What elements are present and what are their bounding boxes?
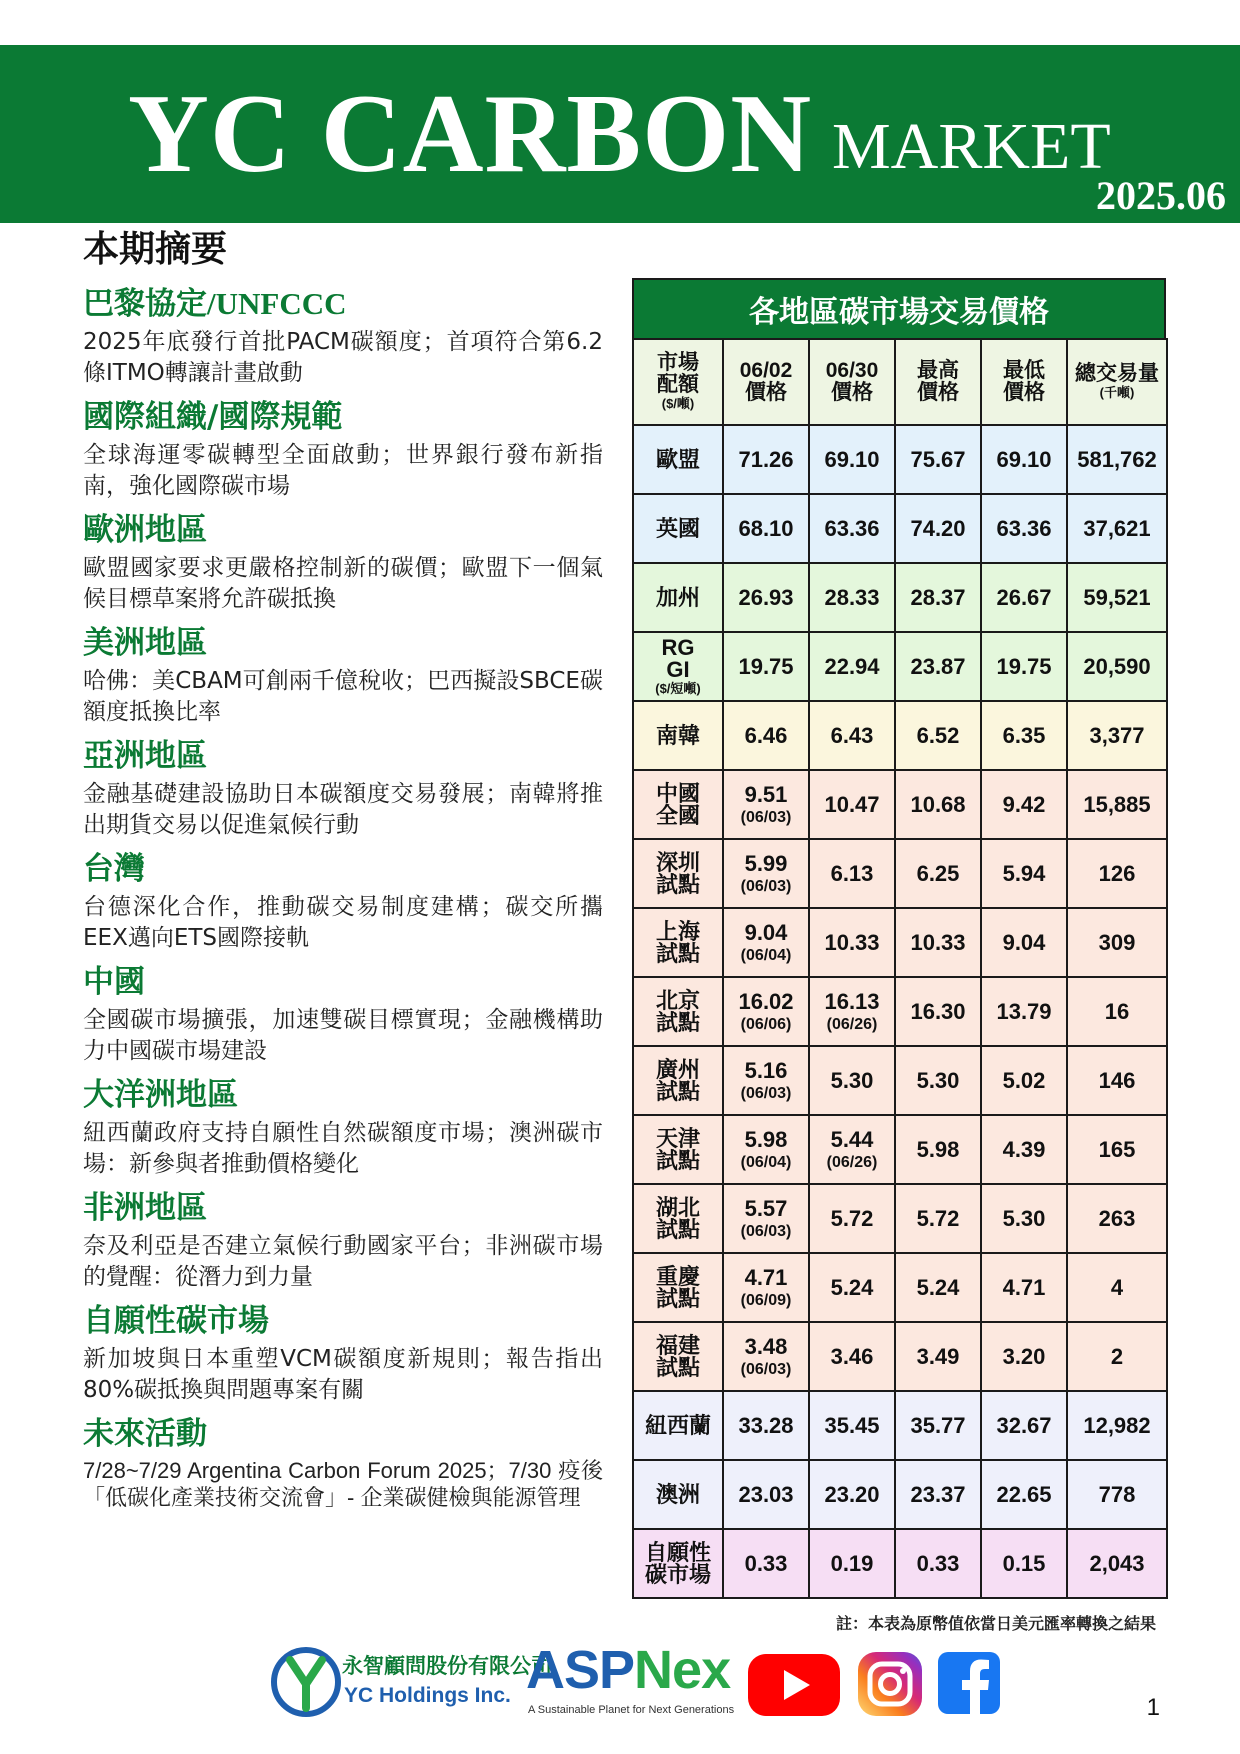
price-low-cell-value: 5.30 xyxy=(1002,1205,1046,1231)
section-body: 全國碳市場擴張，加速雙碳目標實現；金融機構助力中國碳市場建設 xyxy=(83,1007,603,1064)
price-high-cell xyxy=(895,701,981,770)
table-row xyxy=(633,770,1167,839)
price-0630-cell-value: 69.10 xyxy=(824,446,880,472)
price-0630-cell xyxy=(809,701,895,770)
market-name: 重慶試點 xyxy=(655,1263,700,1311)
price-0630-cell xyxy=(809,563,895,632)
header-market xyxy=(633,339,723,425)
price-table xyxy=(632,338,1168,1599)
price-low-cell xyxy=(981,494,1067,563)
volume-cell-value: 12,982 xyxy=(1083,1412,1151,1438)
market-name-cell xyxy=(633,1391,723,1460)
price-0602-cell-value: 33.28 xyxy=(738,1412,794,1438)
price-high-cell xyxy=(895,1391,981,1460)
section-body: 哈佛：美CBAM可創兩千億稅收；巴西擬設SBCE碳額度抵換比率 xyxy=(83,668,603,725)
section-body: 歐盟國家要求更嚴格控制新的碳價；歐盟下一個氣候目標草案將允許碳抵換 xyxy=(83,555,603,612)
price-0630-cell xyxy=(809,1253,895,1322)
price-high-cell xyxy=(895,632,981,701)
volume-cell-value: 263 xyxy=(1098,1205,1136,1231)
price-high-cell xyxy=(895,494,981,563)
section-heading: 非洲地區 xyxy=(83,1190,207,1226)
table-row xyxy=(633,632,1167,701)
price-low-cell xyxy=(981,1322,1067,1391)
price-0630-cell xyxy=(809,632,895,701)
volume-cell xyxy=(1067,977,1167,1046)
price-high-cell-value: 28.37 xyxy=(910,584,966,610)
price-0602-cell-value: 26.93 xyxy=(738,584,794,610)
price-0630-cell-value: 5.24 xyxy=(830,1274,874,1300)
price-0630-cell xyxy=(809,977,895,1046)
price-0602-cell xyxy=(723,1115,809,1184)
price-panel xyxy=(632,278,1166,1634)
price-high-cell xyxy=(895,908,981,977)
volume-cell xyxy=(1067,1115,1167,1184)
price-0602-cell xyxy=(723,425,809,494)
price-0602-cell xyxy=(723,1046,809,1115)
market-name: 湖北試點 xyxy=(655,1194,700,1242)
market-name-cell xyxy=(633,1115,723,1184)
price-high-cell-value: 74.20 xyxy=(910,515,966,541)
market-name-cell xyxy=(633,632,723,701)
section-paris xyxy=(83,286,603,389)
market-name: 上海試點 xyxy=(655,918,700,966)
market-name-cell xyxy=(633,1253,723,1322)
price-0630-cell xyxy=(809,1046,895,1115)
price-0602-cell-value: 0.33 xyxy=(744,1550,788,1576)
section-body: 新加坡與日本重塑VCM碳額度新規則；報告指出80%碳抵換與問題專案有關 xyxy=(83,1346,603,1403)
price-high-cell xyxy=(895,1115,981,1184)
price-0602-cell-value: 5.99 xyxy=(744,850,788,876)
price-0602-cell xyxy=(723,494,809,563)
price-0630-cell xyxy=(809,1322,895,1391)
market-name-cell xyxy=(633,1529,723,1598)
price-low-cell xyxy=(981,701,1067,770)
section-international xyxy=(83,399,603,502)
header-low: 最低價格 xyxy=(981,339,1067,425)
volume-cell-value: 16 xyxy=(1104,998,1130,1024)
price-0630-cell-date: (06/26) xyxy=(826,1153,878,1171)
price-0602-cell-value: 3.48 xyxy=(744,1333,788,1359)
aspnex-logo xyxy=(526,1640,730,1700)
price-high-cell xyxy=(895,977,981,1046)
price-0630-cell xyxy=(809,770,895,839)
price-0602-cell-value: 6.46 xyxy=(744,722,788,748)
price-0602-cell-date: (06/06) xyxy=(740,1015,792,1033)
section-asia xyxy=(83,738,603,841)
market-name-cell xyxy=(633,701,723,770)
price-low-cell-value: 5.02 xyxy=(1002,1067,1046,1093)
section-heading: 美洲地區 xyxy=(83,625,207,661)
price-0602-cell xyxy=(723,1322,809,1391)
section-heading: 台灣 xyxy=(83,851,145,887)
market-name-cell xyxy=(633,1460,723,1529)
price-high-cell xyxy=(895,1322,981,1391)
price-0630-cell-value: 22.94 xyxy=(824,653,880,679)
market-name: 澳洲 xyxy=(655,1481,700,1507)
price-low-cell xyxy=(981,1046,1067,1115)
section-heading: 歐洲地區 xyxy=(83,512,207,548)
section-heading: 中國 xyxy=(83,964,145,1000)
price-0630-cell xyxy=(809,1529,895,1598)
market-name-cell xyxy=(633,1046,723,1115)
price-low-cell xyxy=(981,1460,1067,1529)
price-low-cell-value: 22.65 xyxy=(996,1481,1052,1507)
brand-title: YC CARBON xyxy=(128,72,813,196)
price-0630-cell xyxy=(809,425,895,494)
footer xyxy=(0,1640,1240,1730)
volume-cell xyxy=(1067,908,1167,977)
page-number: 1 xyxy=(1146,1694,1160,1721)
price-0602-cell xyxy=(723,632,809,701)
price-0602-cell-value: 68.10 xyxy=(738,515,794,541)
volume-cell-value: 165 xyxy=(1098,1136,1136,1162)
price-0630-cell-value: 10.47 xyxy=(824,791,880,817)
price-high-cell-value: 75.67 xyxy=(910,446,966,472)
aspnex-part2: Nex xyxy=(634,1640,731,1700)
price-0602-cell-date: (06/03) xyxy=(740,1222,792,1240)
price-low-cell xyxy=(981,425,1067,494)
issue-date: 2025.06 xyxy=(1096,173,1226,218)
price-low-cell xyxy=(981,1529,1067,1598)
price-0602-cell xyxy=(723,977,809,1046)
market-name-cell xyxy=(633,494,723,563)
table-header-row xyxy=(633,339,1167,425)
market-name-cell xyxy=(633,839,723,908)
price-high-cell xyxy=(895,563,981,632)
section-voluntary xyxy=(83,1303,603,1406)
price-0630-cell xyxy=(809,1184,895,1253)
price-0602-cell-value: 9.04 xyxy=(744,919,788,945)
price-0602-cell-value: 16.02 xyxy=(738,988,794,1014)
youtube-icon[interactable] xyxy=(746,1650,842,1720)
brand-subtitle: MARKET xyxy=(832,110,1111,183)
price-low-cell-value: 4.71 xyxy=(1002,1274,1046,1300)
volume-cell-value: 4 xyxy=(1110,1274,1124,1300)
table-caption: 各地區碳市場交易價格 xyxy=(632,278,1166,338)
table-row xyxy=(633,1322,1167,1391)
header-volume-label: 總交易量 xyxy=(1075,362,1159,385)
volume-cell-value: 20,590 xyxy=(1083,653,1151,679)
table-row xyxy=(633,563,1167,632)
section-heading: 亞洲地區 xyxy=(83,738,207,774)
price-high-cell xyxy=(895,839,981,908)
price-0602-cell-date: (06/09) xyxy=(740,1291,792,1309)
price-0630-cell xyxy=(809,908,895,977)
price-low-cell-value: 9.04 xyxy=(1002,929,1046,955)
price-low-cell-value: 4.39 xyxy=(1002,1136,1046,1162)
volume-cell xyxy=(1067,1046,1167,1115)
section-china xyxy=(83,964,603,1067)
price-0602-cell-value: 9.51 xyxy=(744,781,788,807)
price-low-cell-value: 6.35 xyxy=(1002,722,1046,748)
section-body: 台德深化合作，推動碳交易制度建構；碳交所攜EEX邁向ETS國際接軌 xyxy=(83,894,603,951)
section-oceania xyxy=(83,1077,603,1180)
header-market-unit: ($/噸) xyxy=(661,396,695,411)
price-high-cell xyxy=(895,1460,981,1529)
market-name-cell xyxy=(633,977,723,1046)
header-volume-unit: (千噸) xyxy=(1099,385,1135,400)
price-0630-cell-value: 3.46 xyxy=(830,1343,874,1369)
market-name: 廣州試點 xyxy=(655,1056,700,1104)
price-0630-cell xyxy=(809,839,895,908)
price-0602-cell xyxy=(723,770,809,839)
price-0602-cell-date: (06/04) xyxy=(740,946,792,964)
market-name-cell xyxy=(633,1322,723,1391)
market-name: 加州 xyxy=(655,584,700,610)
price-0630-cell-value: 6.13 xyxy=(830,860,874,886)
price-low-cell xyxy=(981,563,1067,632)
header-volume xyxy=(1067,339,1167,425)
price-low-cell-value: 63.36 xyxy=(996,515,1052,541)
volume-cell-value: 309 xyxy=(1098,929,1136,955)
table-row xyxy=(633,908,1167,977)
price-high-cell xyxy=(895,425,981,494)
price-0602-cell-value: 5.98 xyxy=(744,1126,788,1152)
section-body: 奈及利亞是否建立氣候行動國家平台；非洲碳市場的覺醒：從潛力到力量 xyxy=(83,1233,603,1290)
price-0630-cell-value: 5.72 xyxy=(830,1205,874,1231)
price-low-cell-value: 69.10 xyxy=(996,446,1052,472)
header-0630: 06/30價格 xyxy=(809,339,895,425)
table-row xyxy=(633,1253,1167,1322)
price-low-cell-value: 26.67 xyxy=(996,584,1052,610)
price-0630-cell xyxy=(809,1460,895,1529)
price-0602-cell-date: (06/03) xyxy=(740,877,792,895)
section-heading: 巴黎協定/UNFCCC xyxy=(83,286,347,321)
table-row xyxy=(633,1460,1167,1529)
table-row xyxy=(633,425,1167,494)
price-0630-cell-value: 23.20 xyxy=(824,1481,880,1507)
price-0602-cell xyxy=(723,839,809,908)
price-0630-cell-value: 16.13 xyxy=(824,988,880,1014)
price-0630-cell-value: 28.33 xyxy=(824,584,880,610)
price-low-cell-value: 3.20 xyxy=(1002,1343,1046,1369)
price-0630-cell-value: 63.36 xyxy=(824,515,880,541)
market-name: 天津試點 xyxy=(655,1125,700,1173)
price-0602-cell xyxy=(723,701,809,770)
header-0602: 06/02價格 xyxy=(723,339,809,425)
section-events xyxy=(83,1416,603,1511)
price-0602-cell-value: 23.03 xyxy=(738,1481,794,1507)
price-high-cell-value: 6.25 xyxy=(916,860,960,886)
volume-cell xyxy=(1067,632,1167,701)
volume-cell xyxy=(1067,425,1167,494)
price-low-cell xyxy=(981,1253,1067,1322)
market-name: 福建試點 xyxy=(655,1332,700,1380)
price-0630-cell-value: 6.43 xyxy=(830,722,874,748)
price-0602-cell-value: 5.16 xyxy=(744,1057,788,1083)
volume-cell xyxy=(1067,1460,1167,1529)
price-low-cell xyxy=(981,1184,1067,1253)
volume-cell-value: 2 xyxy=(1110,1343,1124,1369)
market-name-cell xyxy=(633,908,723,977)
aspnex-part1: ASP xyxy=(526,1640,635,1700)
price-table-body xyxy=(633,425,1167,1598)
price-high-cell-value: 23.87 xyxy=(910,653,966,679)
section-europe xyxy=(83,512,603,615)
section-body: 2025年底發行首批PACM碳額度；首項符合第6.2條ITMO轉讓計畫啟動 xyxy=(83,329,603,386)
price-high-cell-value: 5.24 xyxy=(916,1274,960,1300)
section-body: 全球海運零碳轉型全面啟動；世界銀行發布新指南，強化國際碳市場 xyxy=(83,442,603,499)
table-row xyxy=(633,1184,1167,1253)
price-0630-cell xyxy=(809,1115,895,1184)
price-high-cell-value: 5.30 xyxy=(916,1067,960,1093)
market-name: 紐西蘭 xyxy=(644,1412,711,1438)
price-high-cell-value: 6.52 xyxy=(916,722,960,748)
volume-cell xyxy=(1067,839,1167,908)
price-high-cell-value: 5.98 xyxy=(916,1136,960,1162)
price-low-cell xyxy=(981,1391,1067,1460)
volume-cell xyxy=(1067,1322,1167,1391)
aspnex-tagline: A Sustainable Planet for Next Generations xyxy=(528,1704,735,1716)
price-low-cell-value: 13.79 xyxy=(996,998,1052,1024)
market-name-cell xyxy=(633,1184,723,1253)
price-0602-cell xyxy=(723,908,809,977)
price-0602-cell-date: (06/04) xyxy=(740,1153,792,1171)
price-0630-cell-date: (06/26) xyxy=(826,1015,878,1033)
volume-cell-value: 3,377 xyxy=(1089,722,1145,748)
volume-cell-value: 15,885 xyxy=(1083,791,1151,817)
volume-cell-value: 126 xyxy=(1098,860,1136,886)
price-0602-cell-value: 71.26 xyxy=(738,446,794,472)
volume-cell-value: 37,621 xyxy=(1083,515,1151,541)
price-high-cell xyxy=(895,1046,981,1115)
price-0602-cell xyxy=(723,1460,809,1529)
market-name: 自願性碳市場 xyxy=(644,1539,711,1587)
price-high-cell-value: 23.37 xyxy=(910,1481,966,1507)
table-row xyxy=(633,1046,1167,1115)
price-0602-cell-value: 19.75 xyxy=(738,653,794,679)
facebook-icon[interactable] xyxy=(936,1648,1002,1718)
table-row xyxy=(633,701,1167,770)
price-low-cell-value: 9.42 xyxy=(1002,791,1046,817)
volume-cell xyxy=(1067,1184,1167,1253)
section-africa xyxy=(83,1190,603,1293)
table-row xyxy=(633,1391,1167,1460)
table-row xyxy=(633,1115,1167,1184)
price-0602-cell xyxy=(723,1184,809,1253)
market-name: 歐盟 xyxy=(655,446,700,472)
volume-cell xyxy=(1067,770,1167,839)
price-low-cell-value: 32.67 xyxy=(996,1412,1052,1438)
table-row xyxy=(633,494,1167,563)
table-note: 註：本表為原幣值依當日美元匯率轉換之結果 xyxy=(835,1614,1156,1633)
price-low-cell-value: 19.75 xyxy=(996,653,1052,679)
price-high-cell xyxy=(895,770,981,839)
price-0602-cell-date: (06/03) xyxy=(740,1360,792,1378)
price-high-cell xyxy=(895,1529,981,1598)
price-0630-cell-value: 5.30 xyxy=(830,1067,874,1093)
volume-cell xyxy=(1067,701,1167,770)
volume-cell xyxy=(1067,1253,1167,1322)
price-high-cell-value: 0.33 xyxy=(916,1550,960,1576)
market-name: 南韓 xyxy=(655,722,700,748)
price-0602-cell xyxy=(723,563,809,632)
market-name-cell xyxy=(633,425,723,494)
price-0602-cell xyxy=(723,1253,809,1322)
market-name-cell xyxy=(633,563,723,632)
price-0630-cell-value: 10.33 xyxy=(824,929,880,955)
market-name: 中國全國 xyxy=(655,780,700,828)
volume-cell-value: 59,521 xyxy=(1083,584,1151,610)
table-row xyxy=(633,977,1167,1046)
yc-logo-icon xyxy=(270,1646,342,1718)
price-low-cell xyxy=(981,908,1067,977)
price-high-cell xyxy=(895,1184,981,1253)
market-name-cell xyxy=(633,770,723,839)
volume-cell-value: 2,043 xyxy=(1089,1550,1145,1576)
volume-cell xyxy=(1067,563,1167,632)
market-name: 深圳試點 xyxy=(655,849,700,897)
section-body: 紐西蘭政府支持自願性自然碳額度市場；澳洲碳市場：新參與者推動價格變化 xyxy=(83,1120,603,1177)
price-low-cell xyxy=(981,839,1067,908)
market-name: 英國 xyxy=(655,515,700,541)
market-name: RGGI xyxy=(661,634,695,682)
volume-cell-value: 581,762 xyxy=(1077,446,1157,472)
company-name-en: YC Holdings Inc. xyxy=(344,1684,511,1707)
price-low-cell xyxy=(981,1115,1067,1184)
price-high-cell-value: 3.49 xyxy=(916,1343,960,1369)
summary-column xyxy=(83,229,603,1521)
market-name: 北京試點 xyxy=(655,987,700,1035)
price-0630-cell xyxy=(809,1391,895,1460)
summary-title: 本期摘要 xyxy=(83,229,228,270)
volume-cell-value: 778 xyxy=(1098,1481,1136,1507)
price-high-cell-value: 16.30 xyxy=(910,998,966,1024)
price-high-cell-value: 10.33 xyxy=(910,929,966,955)
price-0602-cell xyxy=(723,1391,809,1460)
section-taiwan xyxy=(83,851,603,954)
price-high-cell-value: 5.72 xyxy=(916,1205,960,1231)
company-name-cn: 永智顧問股份有限公司 xyxy=(342,1654,552,1678)
price-high-cell xyxy=(895,1253,981,1322)
market-unit: ($/短噸) xyxy=(655,680,701,696)
price-0602-cell-date: (06/03) xyxy=(740,808,792,826)
price-0630-cell-value: 0.19 xyxy=(830,1550,874,1576)
price-0630-cell xyxy=(809,494,895,563)
price-low-cell xyxy=(981,977,1067,1046)
price-0630-cell-value: 35.45 xyxy=(824,1412,880,1438)
price-0602-cell xyxy=(723,1529,809,1598)
table-row xyxy=(633,839,1167,908)
price-0602-cell-value: 5.57 xyxy=(744,1195,788,1221)
section-heading: 自願性碳市場 xyxy=(83,1303,269,1339)
section-heading: 未來活動 xyxy=(83,1416,207,1452)
price-low-cell-value: 0.15 xyxy=(1002,1550,1046,1576)
header-market-label: 市場配額 xyxy=(657,351,699,396)
instagram-icon[interactable] xyxy=(856,1650,924,1718)
header-high: 最高價格 xyxy=(895,339,981,425)
volume-cell xyxy=(1067,1529,1167,1598)
price-0630-cell-value: 5.44 xyxy=(830,1126,874,1152)
section-body: 金融基礎建設協助日本碳額度交易發展；南韓將推出期貨交易以促進氣候行動 xyxy=(83,781,603,838)
price-low-cell-value: 5.94 xyxy=(1002,860,1046,886)
table-row xyxy=(633,1529,1167,1598)
volume-cell xyxy=(1067,494,1167,563)
volume-cell xyxy=(1067,1391,1167,1460)
price-high-cell-value: 35.77 xyxy=(910,1412,966,1438)
section-body: 7/28~7/29 Argentina Carbon Forum 2025；7/30 疫後「低碳化產業技術交流會」- 企業碳健檢與能源管理 xyxy=(83,1458,603,1510)
volume-cell-value: 146 xyxy=(1098,1067,1136,1093)
price-0602-cell-date: (06/03) xyxy=(740,1084,792,1102)
section-heading: 大洋洲地區 xyxy=(83,1077,238,1113)
price-low-cell xyxy=(981,632,1067,701)
price-0602-cell-value: 4.71 xyxy=(744,1264,788,1290)
section-heading: 國際組織/國際規範 xyxy=(83,399,343,435)
price-high-cell-value: 10.68 xyxy=(910,791,966,817)
section-americas xyxy=(83,625,603,728)
price-low-cell xyxy=(981,770,1067,839)
